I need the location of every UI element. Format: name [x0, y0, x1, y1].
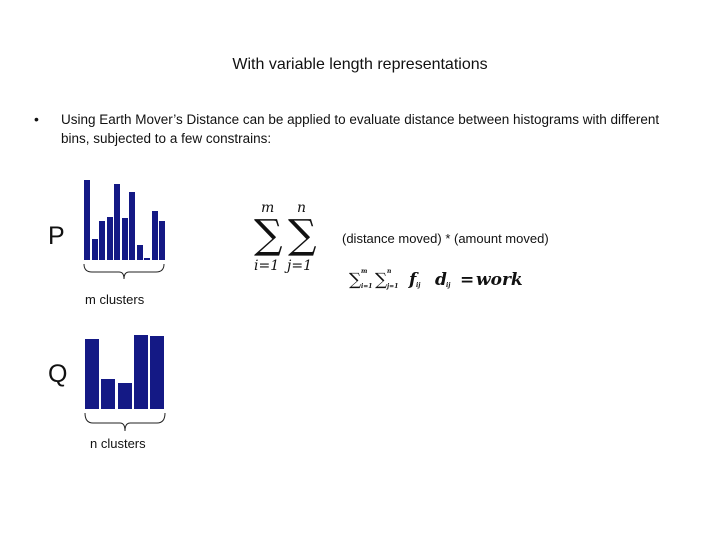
histogram-p-bar-2 [92, 239, 98, 260]
histogram-p-bar-4 [107, 217, 113, 260]
bullet-icon: • [34, 111, 39, 127]
histogram-q-brace [83, 411, 167, 433]
slide-title: With variable length representations [232, 56, 488, 73]
histogram-p-label: P [48, 222, 65, 250]
sum-i-upper: m [261, 200, 275, 216]
sum-j-upper: n [297, 200, 307, 216]
sum-j-symbol: ∑ [288, 212, 317, 258]
work-sum-j-lower: j=1 [387, 283, 399, 290]
histogram-p [84, 178, 169, 260]
double-sum-formula [252, 200, 332, 282]
histogram-p-bar-9 [144, 258, 150, 260]
work-sum-i-symbol: ∑ [349, 270, 362, 290]
work-f: f [409, 270, 417, 290]
work-result: work [476, 270, 523, 290]
histogram-p-brace [82, 262, 166, 280]
work-d-sub: ij [446, 282, 451, 289]
histogram-q-caption: n clusters [90, 436, 146, 451]
histogram-p-bar-5 [114, 184, 120, 260]
histogram-p-bar-1 [84, 180, 90, 260]
histogram-q-bar-5 [150, 336, 164, 409]
work-d: d [435, 270, 447, 290]
histogram-p-bar-10 [152, 211, 158, 260]
histogram-q-bar-3 [118, 383, 132, 409]
work-sum-j-symbol: ∑ [375, 270, 388, 290]
histogram-q-label: Q [48, 360, 68, 388]
histogram-q-bar-1 [85, 339, 99, 409]
histogram-q [85, 335, 167, 409]
histogram-p-bar-3 [99, 221, 105, 260]
sum-i-symbol: ∑ [254, 212, 283, 258]
work-equation [349, 268, 539, 296]
histogram-p-caption: m clusters [85, 292, 145, 307]
formula-description: (distance moved) * (amount moved) [342, 231, 549, 246]
work-sum-i-upper: m [361, 268, 368, 275]
sum-j-lower: j=1 [287, 258, 312, 274]
histogram-p-bar-7 [129, 192, 135, 260]
work-sum-j-upper: n [387, 268, 392, 275]
histogram-q-bar-2 [101, 379, 115, 409]
histogram-p-bar-6 [122, 218, 128, 260]
work-f-sub: ij [416, 282, 421, 289]
sum-i-lower: i=1 [254, 258, 280, 274]
histogram-q-bar-4 [134, 335, 148, 409]
work-sum-i-lower: i=1 [361, 283, 373, 290]
bullet-text: Using Earth Mover’s Distance can be applied to evaluate distance between histograms with different bins, subjected to a few constrains: [61, 112, 660, 146]
work-equals: = [460, 270, 475, 290]
histogram-p-bar-8 [137, 245, 143, 260]
histogram-p-bar-11 [159, 221, 165, 260]
